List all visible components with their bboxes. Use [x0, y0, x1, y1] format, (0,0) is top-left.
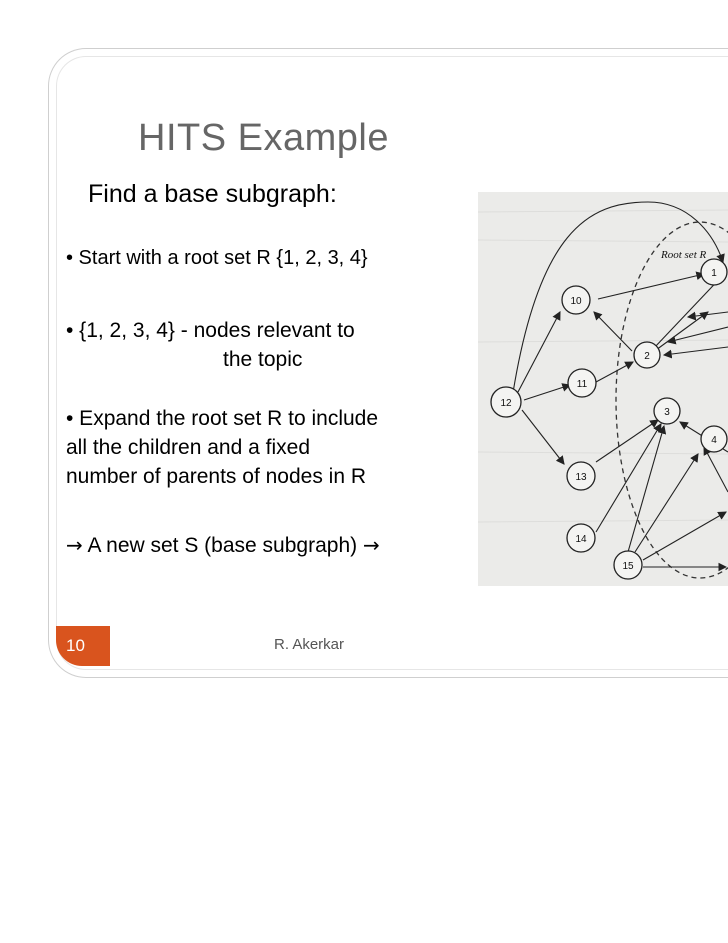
edge: [524, 385, 570, 400]
bullet-relevant-nodes-line2: the topic: [223, 348, 303, 371]
bullet-expand-root: [66, 404, 378, 491]
edge: [598, 274, 704, 299]
bullet-relevant-nodes-line1: • {1, 2, 3, 4} - nodes relevant to: [66, 319, 355, 342]
node-label: 12: [500, 398, 512, 409]
edge: [522, 410, 564, 464]
graph-node: [701, 426, 727, 452]
bullet-expand-line3: number of parents of nodes in R: [66, 465, 367, 488]
slide-number-badge: 10: [56, 626, 110, 666]
edge: [635, 454, 698, 552]
node-label: 13: [575, 472, 587, 483]
edge: [518, 312, 560, 392]
node-label: 14: [575, 534, 587, 545]
graph-node: [568, 369, 596, 397]
graph-node: [634, 342, 660, 368]
node-label: 10: [570, 296, 582, 307]
bullet-root-set-text: • Start with a root set R {1, 2, 3, 4}: [66, 247, 368, 269]
node-label: 3: [664, 407, 670, 418]
edge: [596, 362, 633, 382]
edge: [596, 420, 658, 462]
slide-footer-author: R. Akerkar: [274, 636, 345, 653]
edge: [512, 202, 723, 399]
edge: [628, 426, 664, 552]
slide-subtitle: Find a base subgraph:: [88, 180, 337, 208]
bullet-new-set-text: A new set S (base subgraph): [87, 534, 358, 557]
bullet-relevant-nodes: [66, 316, 355, 374]
graph-diagram: [478, 192, 728, 586]
node-label: 15: [622, 561, 634, 572]
graph-node: [567, 524, 595, 552]
node-label: 1: [711, 268, 717, 279]
bullet-new-set: [66, 531, 380, 560]
bullet-root-set: [66, 244, 368, 273]
root-set-label: Root set R: [661, 249, 707, 261]
graph-node: [567, 462, 595, 490]
base-subgraph-figure: [478, 192, 728, 586]
node-label: 2: [644, 351, 650, 362]
right-arrow-icon: →: [66, 533, 83, 557]
node-label: 11: [576, 379, 588, 390]
slide-title: HITS Example: [138, 117, 389, 159]
graph-nodes: [491, 259, 727, 579]
bullet-expand-line1: • Expand the root set R to include: [66, 407, 379, 430]
node-label: 4: [711, 435, 717, 446]
bullet-expand-line2: all the children and a fixed: [66, 436, 310, 459]
graph-node: [614, 551, 642, 579]
graph-node: [562, 286, 590, 314]
graph-node: [491, 387, 521, 417]
edge: [594, 312, 632, 351]
right-arrow-icon: →: [362, 533, 380, 557]
graph-node: [701, 259, 727, 285]
edge: [688, 312, 728, 317]
edge: [664, 347, 728, 355]
graph-node: [654, 398, 680, 424]
